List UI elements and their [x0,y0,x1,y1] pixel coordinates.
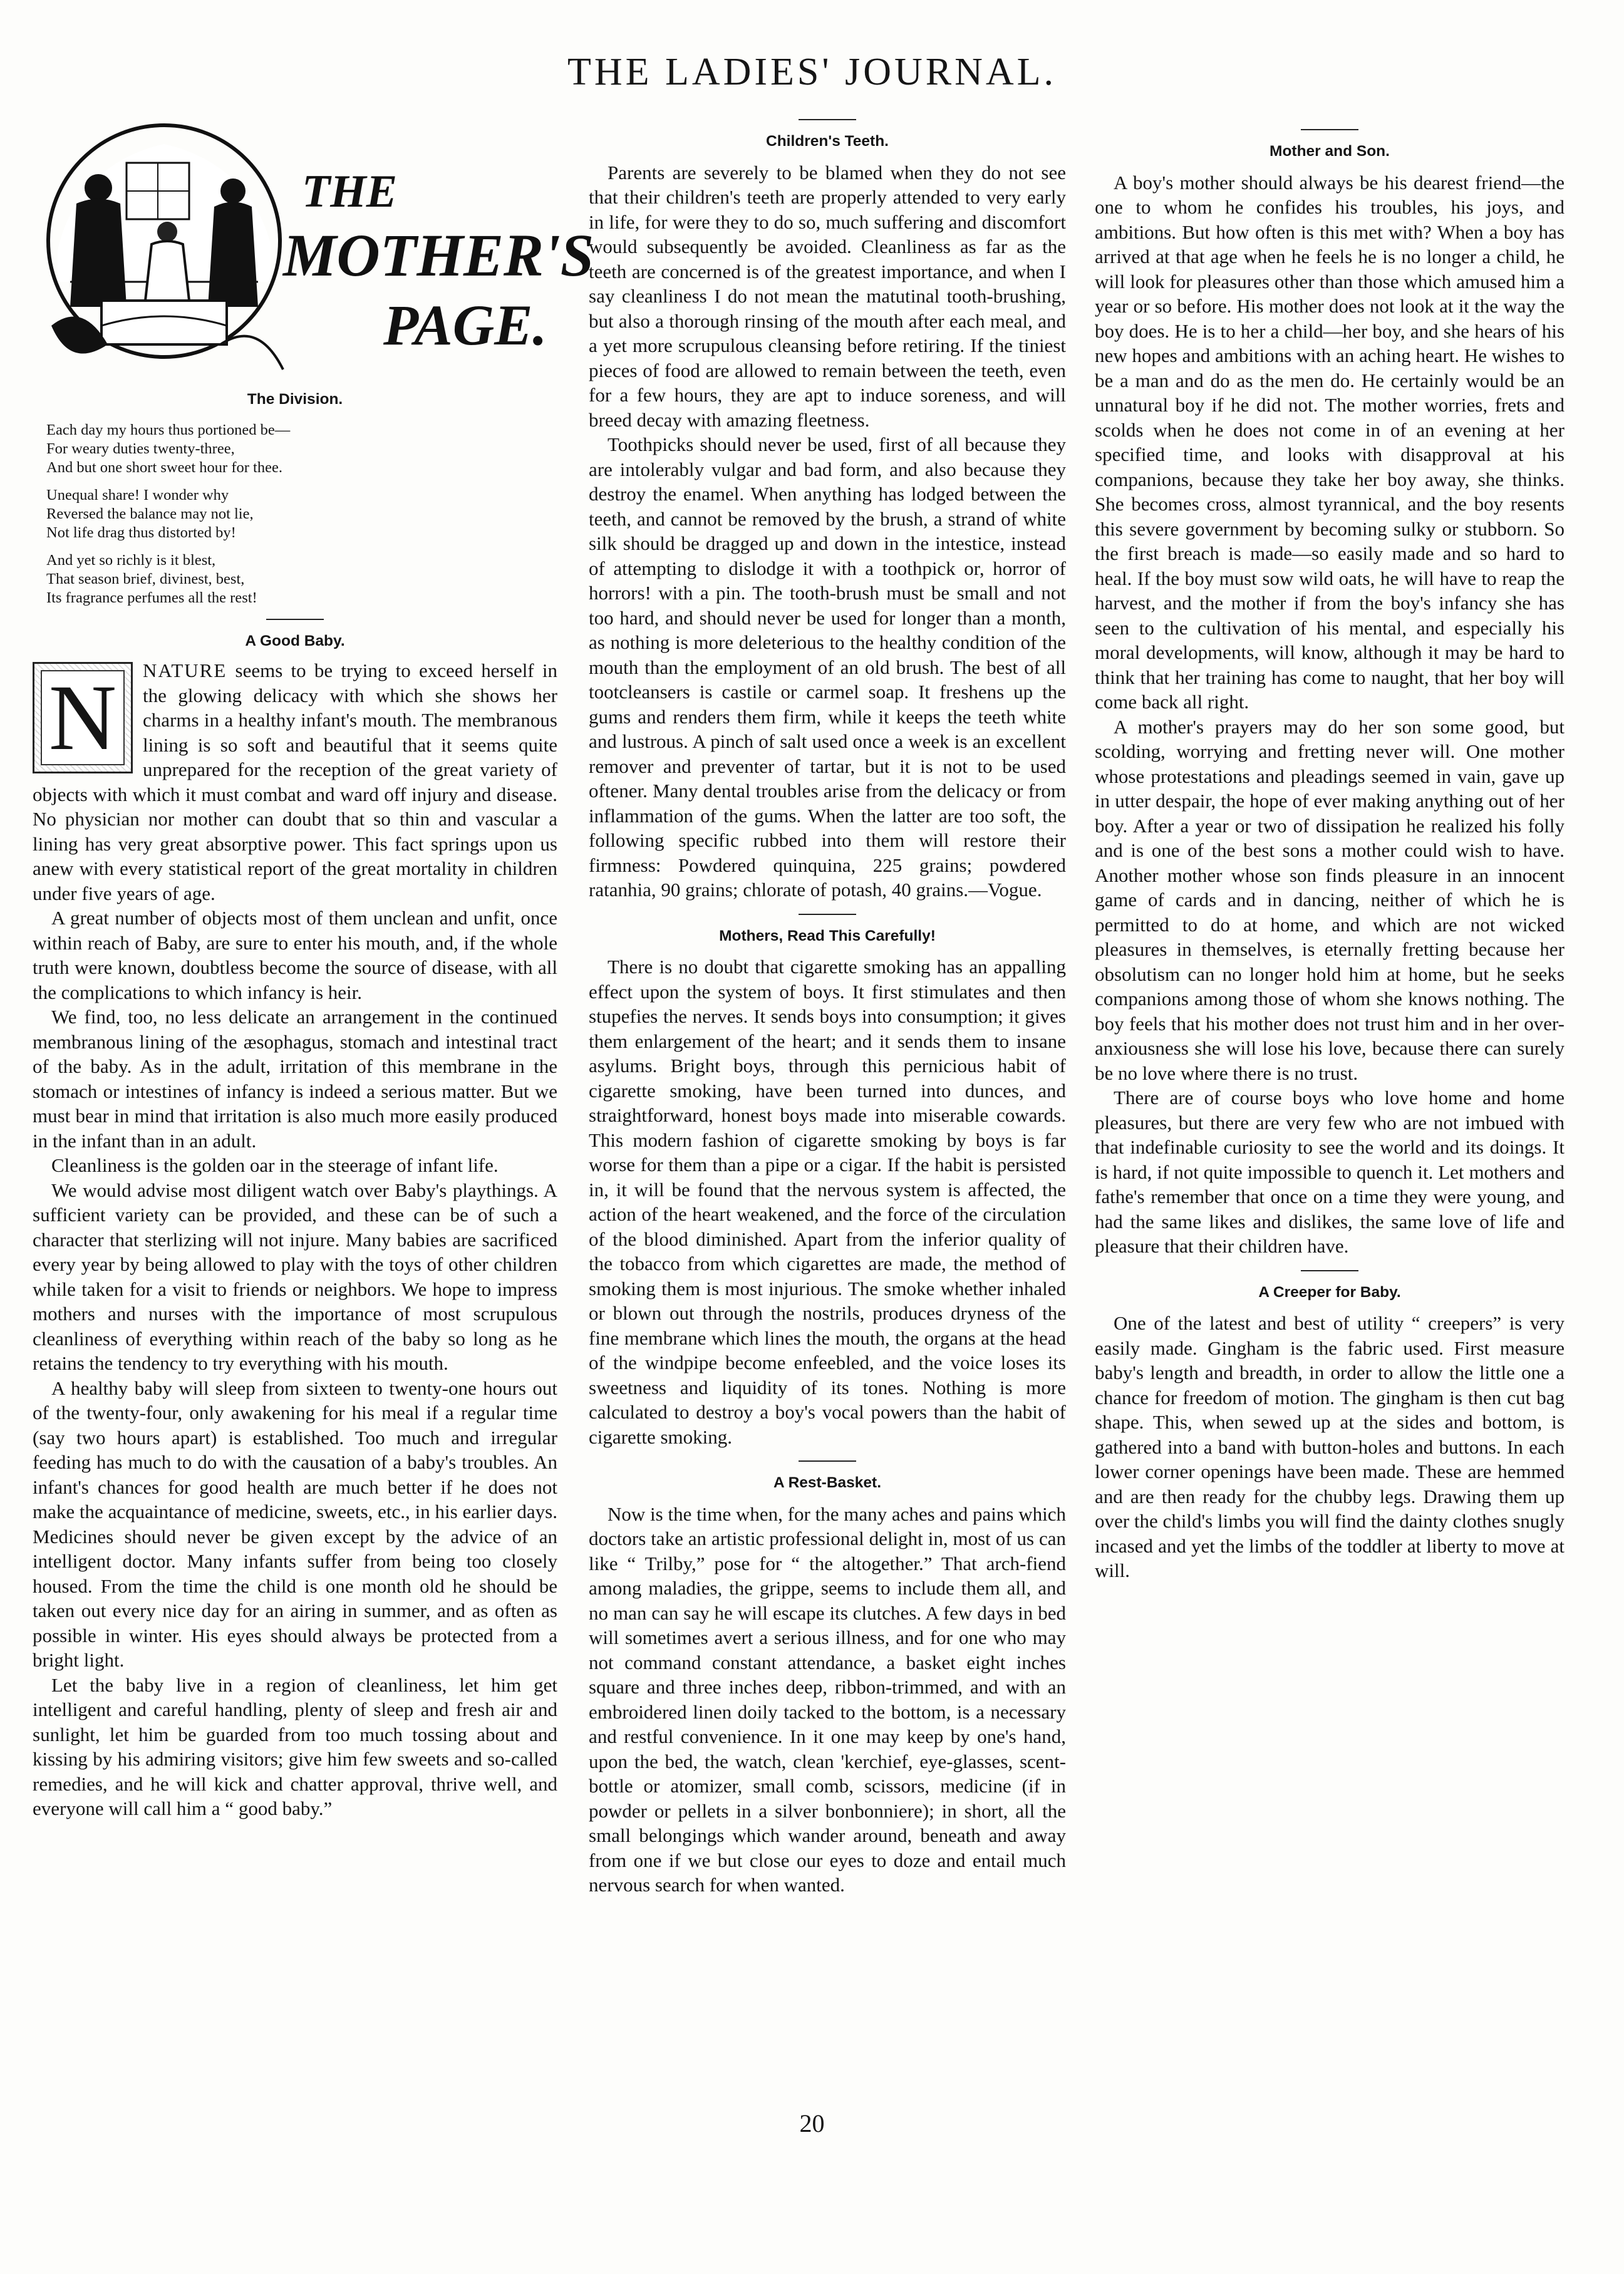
section-divider [266,619,324,620]
section-title-mothers-read: Mothers, Read This Carefully! [719,927,936,944]
section-title-mother-and-son: Mother and Son. [1270,143,1390,160]
poem-stanza [46,421,557,477]
poem-line: That season brief, divinest, best, [46,570,245,587]
paragraph: Toothpicks should never be used, first of all because they are intolerably vulgar and bad form, and also because they destroy the enamel. When anything has lodged between the teeth, and cannot be removed by the brush, a strand of white silk should be dragged up and down in the intestice, instead of attempting to dislodge it with a toothpick or, horror of horrors! with a pin. The tooth-brush must be small and not too hard, and should never be used for longer than a month, as nothing is more deleterious to the healthy condition of the mouth than the employment of an old brush. The best of all tootcleansers is castile or carmel soap. It freshens up the gums and renders them firm, while it keeps the teeth white and lustrous. A pinch of salt used once a week is an excellent remover and preventer of tartar, but it is not to be used oftener. Many dental troubles arise from the delicacy or from inflammation of the gums. When the latter are too soft, the following specific rubbed into them will restore their firmness: Powdered quinquina, 225 grains; powdered ratanhia, 90 grains; chlorate of potash, 40 grains.—Vogue. [589,433,1066,901]
paragraph: Parents are severely to be blamed when they do not see that their children's teeth are properly attended to very early in life, for were they to do so, much suffering and discomfort would subsequently be avoided. Cleanliness as far as the teeth are concerned is of the greatest importance, and when I say cleanliness I do not mean the matutinal tooth-brushing, but also a thorough rinsing of the mouth after each meal, and a yet more scrupulous cleansing before retiring. If the tiniest pieces of food are allowed to remain between the teeth, even for a few hours, they are apt to induce soreness, and will breed decay with amazing fleetness. [589,161,1066,431]
section-title-childrens-teeth: Children's Teeth. [766,133,889,150]
paragraph: Let the baby live in a region of cleanliness, let him get intelligent and careful handling, plenty of sleep and fresh air and sunlight, let him be guarded from too much tossing about and kissing by his admiring visitors; give him few sweets and so-called remedies, and he will kick and chatter approval, thrive well, and everyone will call him a “ good baby.” [33,1673,557,1819]
paragraph-text: seems to be trying to exceed herself in the glowing delicacy with which she shows her charms in a healthy infant's mouth. The membranous lining is so soft and beautiful that it seems quite unprepared for the reception of the great variety of objects with which it must combat and ward off injury and disease. No physician nor mother can doubt that so thin and vascular a lining has very great absorptive power. This fact springs upon us anew with every statistical report of the great mortality in children under five years of age. [33,659,557,904]
poem-title: The Division. [247,391,343,408]
paragraph: We find, too, no less delicate an arrangement in the continued membranous lining of the æsophagus, stomach and intestinal tract of the baby. As in the adult, irritation of this membrane in the stomach or intestines of infancy is indeed a serious matter. But we must bear in mind that irritation is also much more easily produced in the infant than in an adult. [33,1006,557,1152]
poem-line: Its fragrance perfumes all the rest! [46,589,257,606]
poem-line: Reversed the balance may not lie, [46,505,254,522]
section-divider [1301,129,1358,130]
poem-line: And but one short sweet hour for thee. [46,458,282,476]
section-title-rest-basket: A Rest-Basket. [773,1474,881,1491]
page-number: 20 [799,2109,825,2137]
paragraph: Cleanliness is the golden oar in the steerage of infant life. [51,1154,499,1176]
section-title-good-baby: A Good Baby. [245,632,345,649]
poem-stanza [46,551,557,607]
section-divider [799,914,856,915]
poem-line: And yet so richly is it blest, [46,551,216,569]
masthead-mothers: MOTHER'S [283,222,594,289]
poem-line: Unequal share! I wonder why [46,486,229,504]
ornamental-dropcap [33,662,133,773]
poem-line: Not life drag thus distorted by! [46,524,236,541]
paragraph: There are of course boys who love home and home pleasures, but there are very few who are not imbued with that indefinable curiosity to see the world and its doings. It is hard, if not quite impossible to quench it. Let mothers and fathe's remember that once on a time they were young, and had the same likes and dislikes, the same love of life and pleasure that their children have. [1095,1087,1565,1257]
masthead-the: THE [302,166,398,217]
poem-stanza [46,486,557,542]
paragraph: A boy's mother should always be his dearest friend—the one to whom he confides his troubles, his joys, and ambitions. But how often is this met with? When a boy has arrived at that age when he feels he is no longer a child, he will look for pleasures other than those which amused him a year or so before. His mother does not look at it the way the boy does. He is to her a child—her boy, and she hears of his new hopes and ambitions with an aching heart. He wishes to be a man and do as the men do. He certainly would be an unnatural boy if he did not. The mother worries, frets and scolds when he does not come in of an evening at her specified time, and looks with disapproval at his companions, because they take her boy away, she thinks. She becomes cross, almost tyrannical, and the boy resents this severe government by becoming sulky or stubborn. So the first breach is made—so easily made and so hard to heal. If the boy must sow wild oats, he will have to reap the harvest, and the mother if from the boy's infancy she has seen to the cultivation of his mental, and especially his moral developments, will know, although it may be hard to think that her training has come to naught, that her boy will come back all right. [1095,171,1565,713]
paragraph: A mother's prayers may do her son some good, but scolding, worrying and fretting never will. One mother whose protestations and pleadings seemed in vain, gave up in utter despair, the hope of ever making anything out of her boy. After a year or two of dissipation he realized his folly and is one of the best sons a mother could wish to have. Another mother whose son finds pleasure in an innocent game of cards and in dancing, neither of which he is permitted to do at home, and which are not wicked pleasures in themselves, is eternally fretting because her obsolutism can no longer hold him at home, but he seeks companions among those of whom she knows nothing. The boy feels that his mother does not trust him and in her over-anxiousness she will lose his love, because there can surely be no love where there is no trust. [1095,715,1565,1084]
lead-word: NATURE [143,659,227,681]
masthead-page: PAGE. [383,293,547,357]
masthead-illustration [33,119,594,382]
paragraph: A great number of objects most of them unclean and unfit, once within reach of Baby, are sure to enter his mouth, and, if the whole truth were known, doubtless become the source of disease, with all the complications to which infancy is heir. [33,907,557,1003]
poem-line: For weary duties twenty-three, [46,440,235,457]
column-1 [33,119,594,1821]
section-title-creeper: A Creeper for Baby. [1258,1283,1401,1301]
section-divider [799,1460,856,1462]
dropcap-letter: N [41,670,125,765]
mothers-page-masthead [33,119,594,382]
journal-title: THE LADIES' JOURNAL. [567,51,1057,93]
paragraph: Now is the time when, for the many aches and pains which doctors take an artistic professional delight in, most of us can like “ Trilby,” pose for “ the altogether.” That arch-fiend among maladies, the grippe, seems to include them all, and no man can say he will escape its clutches. A few days in bed will sometimes avert a serious illness, and for one who may not command constant attendance, a basket eight inches square and three inches deep, ribbon-trimmed, and with an embroidered linen doily tacked to the bottom, is a necessary and restful convenience. In it one may keep by one's hand, upon the bed, the watch, clean 'kerchief, eye-glasses, scent-bottle or atomizer, small comb, scissors, medicine (if in powder or pellets in a silver bonbonniere); in short, all the small belongings which wander around, beneath and away from one if we but close our eyes to doze and entail much nervous search for when wanted. [589,1502,1066,1896]
paragraph: We would advise most diligent watch over Baby's playthings. A sufficient variety can be provided, and these can be of such a character that sterlizing will not injure. Many babies are sacrificed every year by being allowed to play with the toys of other children while taken for a visit to friends or neighbors. We hope to impress mothers and nurses with the importance of most scrupulous cleanliness of everything within reach of the baby so long as he retains the tendency to try everything with his mouth. [33,1179,557,1374]
paragraph: There is no doubt that cigarette smoking has an appalling effect upon the system of boys. It first stimulates and then stupefies the nerves. It sends boys into consumption; it gives them enlargement of the heart; and it sends them to insane asylums. Bright boys, through this pernicious habit of cigarette smoking, have been turned into dunces, and straightforward, honest boys made into miserable cowards. This modern fashion of cigarette smoking by boys is far worse for them than a pipe or a cigar. If the habit is persisted in, it will be found that the nervous system is affected, the action of the heart weakened, and the force of the circulation of the blood diminished. Apart from the inferior quality of the tobacco from which cigarettes are made, the method of smoking them is most injurious. The smoke whether inhaled or blown out through the nostrils, produces dryness of the fine membrane which lines the mouth, the organs at the head of the windpipe become enfeebled, and the voice loses its sweetness and liquidity of its tones. Nothing is more calculated to destroy a boy's vocal powers than the habit of cigarette smoking. [589,956,1066,1448]
column-2-content [589,119,1066,1898]
section-divider [799,119,856,120]
poem-line: Each day my hours thus portioned be— [46,421,291,438]
section-divider [1301,1270,1358,1271]
poem-the-division [33,421,557,607]
article-good-baby [33,658,557,906]
paragraph: One of the latest and best of utility “ creepers” is very easily made. Gingham is the fabric used. First measure baby's length and breadth, in order to allow the little one a chance for freedom of motion. The gingham is then cut bag shape. This, when sewed up at the sides and bottom, is gathered into a band with button-holes and buttons. In each lower corner openings have been made. These are hemmed and are then ready for the chubby legs. Drawing them up over the child's limbs you will find the dainty clothes snugly incased and yet the limbs of the toddler at liberty to move at will. [1095,1312,1565,1581]
column-3 [1095,118,1565,1583]
paragraph: A healthy baby will sleep from sixteen to twenty-one hours out of the twenty-four, only awakening for his meal if a regular time (say two hours apart) is established. Too much and irregular feeding has much to do with the causation of a baby's troubles. An infant's chances for good health are much better if he does not make the acquaintance of medicine, sweets, etc., in his earlier days. Medicines should never be given except by the advice of an intelligent doctor. Many infants suffer from being too closely housed. From the time the child is one month old he should be taken out every nice day for an airing in summer, and as often as possible in winter. His eyes should always be protected from a bright light. [33,1377,557,1671]
